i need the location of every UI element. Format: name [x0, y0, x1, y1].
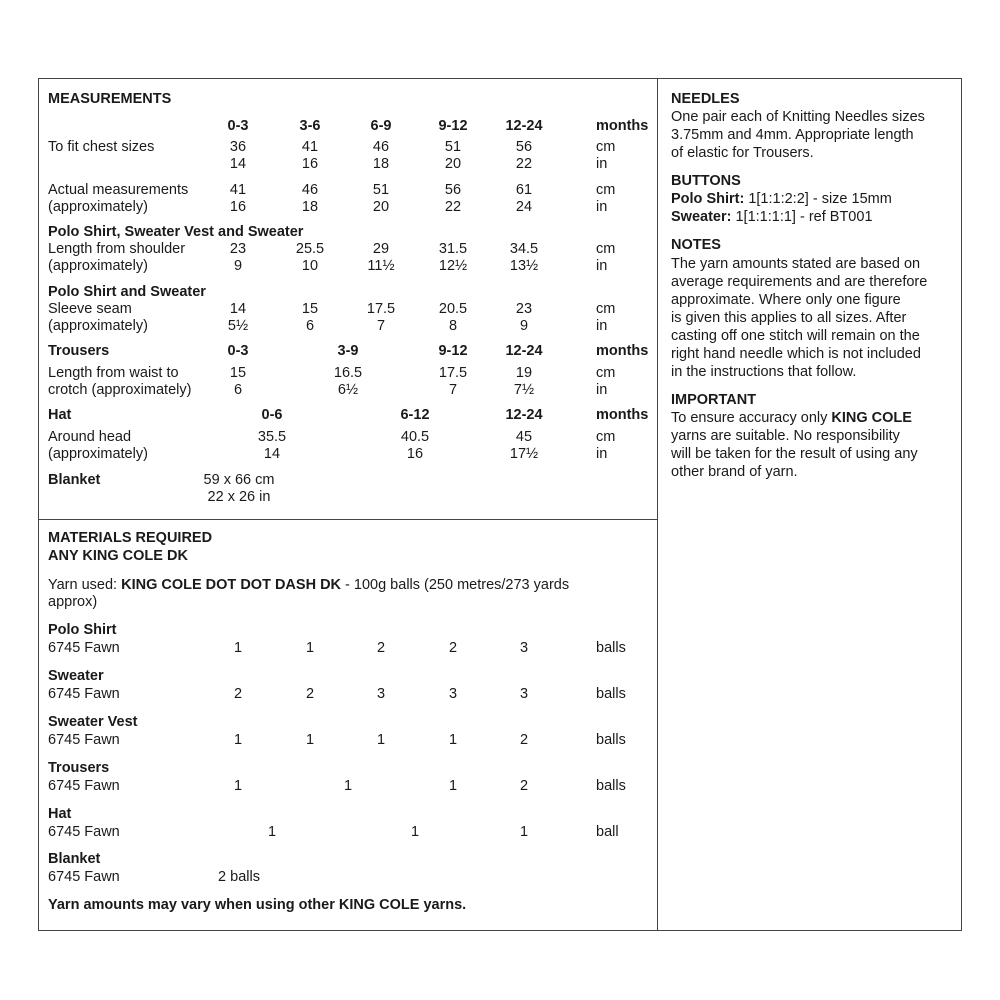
notes-text: The yarn amounts stated are based on [671, 256, 921, 272]
size-header: 12-24 [505, 118, 543, 134]
qty-cell: 1 [305, 640, 315, 656]
value-cell: 29 [372, 241, 390, 257]
qty-cell: 1 [376, 732, 386, 748]
value-cell: 16.5 [333, 365, 363, 381]
value-cell: 17.5 [438, 365, 468, 381]
value-cell: 7 [376, 318, 386, 334]
row-label: (approximately) [48, 446, 148, 462]
value-cell: 14 [229, 156, 247, 172]
important-text [671, 410, 912, 427]
unit-label: in [596, 156, 608, 172]
size-header: 9-12 [438, 118, 468, 134]
row-label: (approximately) [48, 318, 148, 334]
section-heading: Hat [48, 407, 72, 423]
size-header: 6-9 [370, 118, 392, 134]
value-cell: 8 [448, 318, 458, 334]
unit-label: ball [596, 824, 619, 840]
unit-label: balls [596, 686, 626, 702]
buttons-sweater-label: Sweater: [671, 209, 732, 225]
value-cell: 7 [448, 382, 458, 398]
qty-cell: 2 balls [218, 869, 260, 885]
value-cell: 31.5 [438, 241, 468, 257]
value-cell: 40.5 [400, 429, 430, 445]
notes-text: is given this applies to all sizes. After [671, 310, 907, 326]
size-header: 0-3 [227, 343, 249, 359]
value-cell: 15 [229, 365, 247, 381]
qty-cell: 1 [305, 732, 315, 748]
buttons-title: BUTTONS [671, 173, 741, 189]
value-cell: 11½ [367, 258, 395, 274]
unit-label: cm [596, 139, 616, 155]
value-cell: 34.5 [509, 241, 539, 257]
colour-label: 6745 Fawn [48, 869, 120, 885]
value-cell: 10 [301, 258, 319, 274]
qty-cell: 3 [519, 640, 529, 656]
value-cell: 56 [444, 182, 462, 198]
value-cell: 20 [372, 199, 390, 215]
unit-label: cm [596, 429, 616, 445]
needles-text: of elastic for Trousers. [671, 145, 814, 161]
size-header: 12-24 [505, 407, 543, 423]
row-label: To fit chest sizes [48, 139, 155, 155]
qty-cell: 1 [233, 778, 243, 794]
value-cell: 51 [372, 182, 390, 198]
buttons-sweater-line [671, 209, 873, 226]
unit-label: cm [596, 365, 616, 381]
row-label: (approximately) [48, 258, 148, 274]
size-unit: months [596, 118, 649, 134]
garment-heading: Sweater Vest [48, 714, 138, 730]
column-divider [657, 78, 658, 931]
unit-label: in [596, 258, 608, 274]
important-text: will be taken for the result of using any [671, 446, 918, 462]
section-heading: Blanket [48, 472, 101, 488]
garment-heading: Sweater [48, 668, 104, 684]
value-cell: 24 [515, 199, 533, 215]
important-text: yarns are suitable. No responsibility [671, 428, 900, 444]
value-cell: 46 [372, 139, 390, 155]
size-header: 6-12 [400, 407, 430, 423]
yarn-detail: - 100g balls (250 metres/273 yards [341, 577, 570, 593]
size-header: 3-9 [337, 343, 359, 359]
needles-text: One pair each of Knitting Needles sizes [671, 109, 925, 125]
unit-label: balls [596, 640, 626, 656]
qty-cell: 1 [410, 824, 420, 840]
value-cell: 22 [444, 199, 462, 215]
value-cell: 6 [233, 382, 243, 398]
notes-text: casting off one stitch will remain on the [671, 328, 920, 344]
needles-text: 3.75mm and 4mm. Appropriate length [671, 127, 914, 143]
important-brand: KING COLE [831, 410, 912, 426]
section-heading: Polo Shirt and Sweater [48, 284, 206, 300]
value-cell: 45 [515, 429, 533, 445]
value-cell: 12½ [438, 258, 468, 274]
qty-cell: 1 [448, 732, 458, 748]
value-cell: 9 [519, 318, 529, 334]
unit-label: in [596, 318, 608, 334]
buttons-polo-line [671, 191, 892, 208]
value-cell: 41 [301, 139, 319, 155]
garment-heading: Hat [48, 806, 72, 822]
value-cell: 14 [263, 446, 281, 462]
measurements-title: MEASUREMENTS [48, 91, 172, 107]
unit-label: in [596, 382, 608, 398]
qty-cell: 3 [519, 686, 529, 702]
value-cell: 41 [229, 182, 247, 198]
qty-cell: 2 [519, 778, 529, 794]
yarn-used-label: Yarn used: [48, 577, 122, 593]
row-label: crotch (approximately) [48, 382, 192, 398]
garment-heading: Polo Shirt [48, 622, 117, 638]
buttons-polo-value: 1[1:1:2:2] - size 15mm [744, 191, 892, 207]
unit-label: in [596, 446, 608, 462]
qty-cell: 3 [448, 686, 458, 702]
notes-text: average requirements and are therefore [671, 274, 928, 290]
value-cell: 7½ [513, 382, 535, 398]
yarn-used-line-2: approx) [48, 594, 98, 610]
value-cell: 23 [229, 241, 247, 257]
value-cell: 9 [233, 258, 243, 274]
value-cell: 46 [301, 182, 319, 198]
section-divider [38, 519, 658, 520]
yarn-name: KING COLE DOT DOT DASH DK [121, 577, 342, 593]
qty-cell: 2 [519, 732, 529, 748]
row-label: Around head [48, 429, 132, 445]
important-prefix: To ensure accuracy only [671, 410, 832, 426]
notes-text: approximate. Where only one figure [671, 292, 901, 308]
unit-label: cm [596, 241, 616, 257]
value-cell: 23 [515, 301, 533, 317]
unit-label: balls [596, 732, 626, 748]
materials-title: MATERIALS REQUIRED [48, 530, 213, 546]
value-cell: 17.5 [366, 301, 396, 317]
qty-cell: 2 [376, 640, 386, 656]
row-label: (approximately) [48, 199, 148, 215]
value-cell: 13½ [509, 258, 539, 274]
value-cell: 18 [301, 199, 319, 215]
section-heading: Trousers [48, 343, 110, 359]
value-cell: 61 [515, 182, 533, 198]
value-cell: 18 [372, 156, 390, 172]
notes-text: in the instructions that follow. [671, 364, 857, 380]
row-label: Actual measurements [48, 182, 189, 198]
size-header: 0-3 [227, 118, 249, 134]
notes-text: right hand needle which is not included [671, 346, 921, 362]
qty-cell: 1 [233, 640, 243, 656]
colour-label: 6745 Fawn [48, 640, 120, 656]
value-cell: 20 [444, 156, 462, 172]
qty-cell: 1 [267, 824, 277, 840]
qty-cell: 1 [233, 732, 243, 748]
qty-cell: 2 [233, 686, 243, 702]
qty-cell: 3 [376, 686, 386, 702]
value-cell: 20.5 [438, 301, 468, 317]
value-cell: 16 [406, 446, 424, 462]
value-cell: 35.5 [257, 429, 287, 445]
important-text: other brand of yarn. [671, 464, 798, 480]
value-cell: 6 [305, 318, 315, 334]
qty-cell: 1 [448, 778, 458, 794]
garment-heading: Blanket [48, 851, 101, 867]
value-cell: 22 [515, 156, 533, 172]
value-cell: 6½ [337, 382, 359, 398]
yarn-used-line [48, 577, 569, 594]
value-cell: 5½ [227, 318, 249, 334]
garment-heading: Trousers [48, 760, 110, 776]
value-cell: 59 x 66 cm [203, 472, 275, 488]
row-label: Length from waist to [48, 365, 179, 381]
section-heading: Polo Shirt, Sweater Vest and Sweater [48, 224, 304, 240]
materials-subtitle: ANY KING COLE DK [48, 548, 188, 564]
size-unit: months [596, 407, 649, 423]
size-header: 3-6 [299, 118, 321, 134]
value-cell: 51 [444, 139, 462, 155]
row-label: Length from shoulder [48, 241, 186, 257]
unit-label: cm [596, 182, 616, 198]
value-cell: 16 [301, 156, 319, 172]
colour-label: 6745 Fawn [48, 686, 120, 702]
value-cell: 14 [229, 301, 247, 317]
unit-label: balls [596, 778, 626, 794]
qty-cell: 2 [305, 686, 315, 702]
colour-label: 6745 Fawn [48, 732, 120, 748]
value-cell: 36 [229, 139, 247, 155]
value-cell: 17½ [509, 446, 539, 462]
unit-label: cm [596, 301, 616, 317]
value-cell: 15 [301, 301, 319, 317]
qty-cell: 2 [448, 640, 458, 656]
value-cell: 56 [515, 139, 533, 155]
size-unit: months [596, 343, 649, 359]
needles-title: NEEDLES [671, 91, 740, 107]
qty-cell: 1 [343, 778, 353, 794]
size-header: 12-24 [505, 343, 543, 359]
value-cell: 19 [515, 365, 533, 381]
size-header: 0-6 [261, 407, 283, 423]
row-label: Sleeve seam [48, 301, 132, 317]
size-header: 9-12 [438, 343, 468, 359]
value-cell: 25.5 [295, 241, 325, 257]
buttons-sweater-value: 1[1:1:1:1] - ref BT001 [731, 209, 873, 225]
qty-cell: 1 [519, 824, 529, 840]
important-title: IMPORTANT [671, 392, 757, 408]
value-cell: 22 x 26 in [207, 489, 271, 505]
value-cell: 16 [229, 199, 247, 215]
buttons-polo-label: Polo Shirt: [671, 191, 745, 207]
unit-label: in [596, 199, 608, 215]
notes-title: NOTES [671, 237, 721, 253]
materials-footer-note: Yarn amounts may vary when using other KING COLE yarns. [48, 897, 467, 913]
colour-label: 6745 Fawn [48, 824, 120, 840]
colour-label: 6745 Fawn [48, 778, 120, 794]
